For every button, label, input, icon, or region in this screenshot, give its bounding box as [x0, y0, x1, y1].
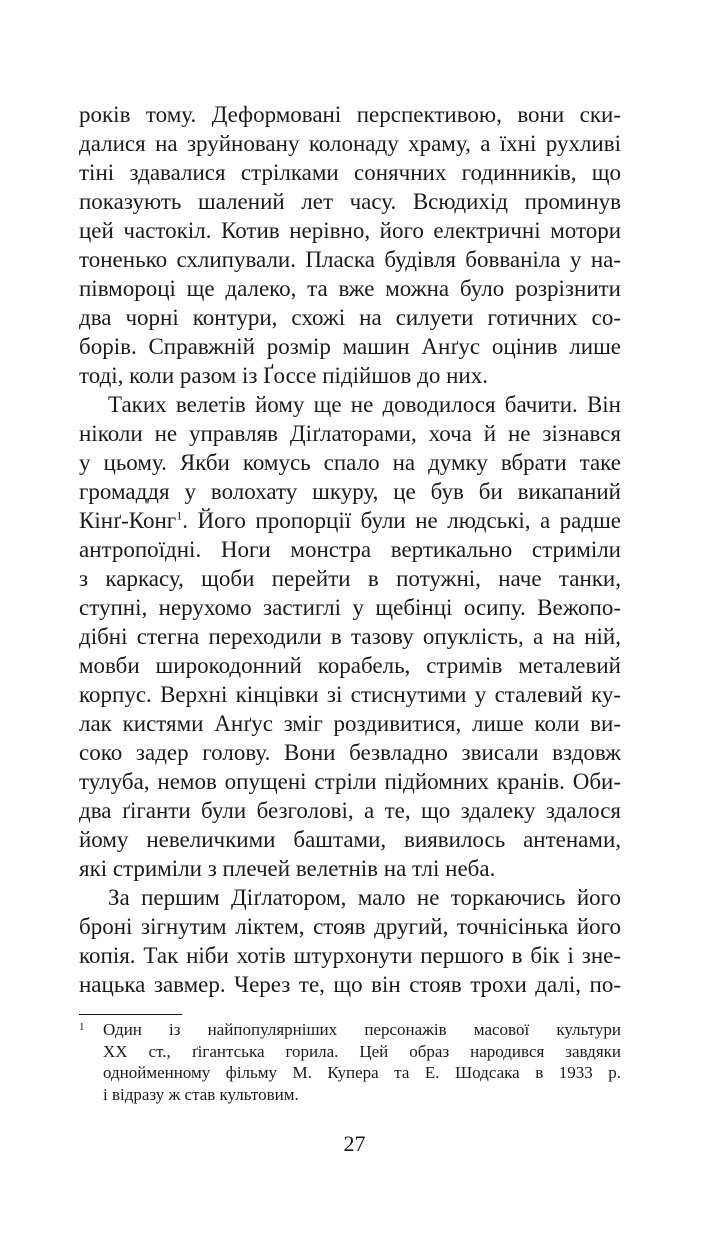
paragraph-2 [79, 390, 621, 883]
text-line: два чорні контури, схожі на силуети готичних со- [79, 305, 621, 330]
text-line: років тому. Деформовані перспективою, вони ски- [79, 102, 621, 127]
text-line: у цьому. Якби комусь спало на думку вбрати таке [79, 450, 621, 475]
page-number: 27 [343, 1131, 366, 1156]
text-line: броні зігнутим ліктем, стояв другий, точнісінька його [79, 914, 621, 939]
text-line: тулуба, немов опущені стріли підйомних кранів. Оби- [79, 769, 621, 794]
footnote-line: Один із найпопулярніших персонажів масової культури [103, 1020, 621, 1039]
text-line: півмороці ще далеко, та вже можна було розрізнити [79, 276, 621, 301]
text-line: цей частокіл. Котив нерівно, його електричні мотори [79, 218, 621, 243]
text-line: нацька завмер. Через те, що він стояв трохи далі, по- [79, 972, 621, 997]
text-line: соко задер голову. Вони безвладно звисали вздовж [79, 740, 621, 765]
text-line: За першим Діґлатором, мало не торкаючись його [108, 885, 621, 910]
footnote-line: XX ст., ґігантська горила. Цей образ народився завдяки [103, 1041, 621, 1061]
text-line: які стриміли з плечей велетнів на тлі неба. [79, 856, 496, 881]
text-line: Таких велетів йому ще не доводилося бачити. Він [108, 392, 621, 417]
text-line: показують шалений лет часу. Всюдихід проминув [79, 189, 621, 214]
text-line-with-footnote-ref: Кінґ-Конг$^1$. Його пропорції були не людські, а радше [79, 508, 621, 533]
text-line: мовби широкодонний корабель, стримів металевий [79, 653, 621, 678]
footnote-divider [79, 1014, 182, 1015]
paragraph-3 [79, 883, 621, 999]
footnote-line: і відразу ж став культовим. [103, 1084, 299, 1104]
text-line: корпус. Верхні кінцівки зі стиснутими у сталевий ку- [79, 682, 621, 707]
text-line: з каркасу, щоби перейти в потужні, наче танки, [79, 566, 621, 591]
main-text [79, 100, 621, 999]
text-line: копія. Так ніби хотів штурхонути першого в бік і зне- [79, 943, 621, 968]
footnote-text [103, 1019, 621, 1105]
text-line: тіні здавалися стрілками сонячних годинників, що [79, 160, 621, 185]
footnote-reference: 1 [176, 508, 183, 523]
footnote-number: 1 [79, 1021, 85, 1033]
text-line: ступні, нерухомо застиглі у щебінці осипу. Вежопо- [79, 595, 621, 620]
text-line: йому невеличкими баштами, виявилось антенами, [79, 827, 621, 852]
text-line: тоненько схлипували. Пласка будівля бовваніла у на- [79, 247, 621, 272]
text-line: лак кистями Анґус зміг роздивитися, лише коли ви- [79, 711, 621, 736]
text-line: далися на зруйновану колонаду храму, а їхні рухливі [79, 131, 621, 156]
text-line: дібні стегна переходили в тазову опуклість, а на ній, [79, 624, 621, 649]
text-line: громаддя у волохату шкуру, це був би викапаний [79, 479, 621, 504]
text-line: антропоїдні. Ноги монстра вертикально стриміли [79, 537, 621, 562]
text-line: тоді, коли разом із Ґоссе підійшов до них. [79, 363, 488, 388]
text-line: борів. Справжній розмір машин Анґус оцінив лише [79, 334, 621, 359]
text-line: два ґіганти були безголові, а те, що здалеку здалося [79, 798, 621, 823]
footnote-line: однойменному фільму М. Купера та Е. Шодсака в 1933 р. [103, 1063, 621, 1082]
paragraph-1 [79, 100, 621, 390]
text-line: ніколи не управляв Діґлаторами, хоча й не зізнався [79, 421, 621, 446]
